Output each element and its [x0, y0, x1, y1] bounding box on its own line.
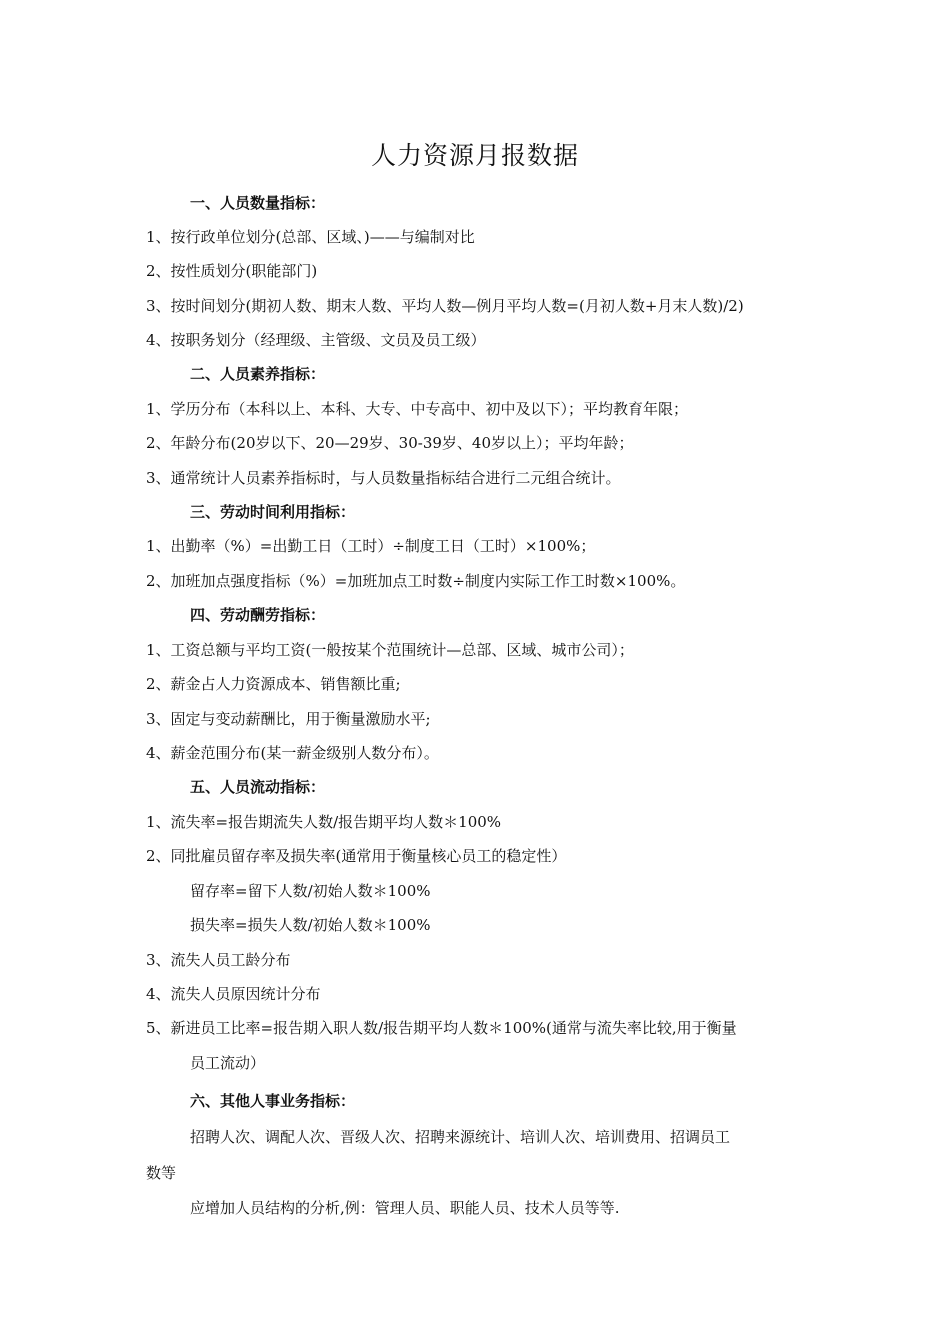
document-title: 人力资源月报数据	[370, 141, 579, 170]
text-line: 员工流动）	[190, 1054, 266, 1072]
text-line: 2、加班加点强度指标（%）=加班加点工时数÷制度内实际工作工时数×100%。	[146, 572, 686, 590]
text-line: 5、新进员工比率=报告期入职人数/报告期平均人数＊100%(通常与流失率比较,用于衡量	[146, 1019, 737, 1037]
text-line: 3、流失人员工龄分布	[146, 951, 291, 969]
text-line: 4、按职务划分（经理级、主管级、文员及员工级）	[146, 331, 486, 349]
text-line: 1、学历分布（本科以上、本科、大专、中专高中、初中及以下）；平均教育年限；	[146, 400, 689, 418]
section-heading-5: 五、人员流动指标：	[190, 778, 326, 796]
text-line: 2、按性质划分(职能部门)	[146, 262, 318, 280]
text-line: 应增加人员结构的分析,例：管理人员、职能人员、技术人员等等.	[190, 1199, 620, 1217]
text-line: 留存率=留下人数/初始人数＊100%	[190, 882, 431, 900]
text-line: 数等	[146, 1164, 177, 1182]
text-line: 4、薪金范围分布(某一薪金级别人数分布）。	[146, 744, 439, 762]
section-heading-3: 三、劳动时间利用指标：	[190, 503, 356, 521]
text-line: 3、通常统计人员素养指标时，与人员数量指标结合进行二元组合统计。	[146, 469, 621, 487]
text-line: 1、出勤率（%）=出勤工日（工时）÷制度工日（工时）×100%；	[146, 537, 596, 555]
section-heading-6: 六、其他人事业务指标：	[190, 1092, 356, 1110]
text-line: 2、薪金占人力资源成本、销售额比重;	[146, 675, 401, 693]
text-line: 1、流失率=报告期流失人数/报告期平均人数＊100%	[146, 813, 502, 831]
section-heading-1: 一、人员数量指标：	[190, 194, 326, 212]
text-line: 1、工资总额与平均工资(一般按某个范围统计—总部、区域、城市公司）；	[146, 641, 634, 659]
text-line: 1、按行政单位划分(总部、区域、)——与编制对比	[146, 228, 475, 246]
text-line: 4、流失人员原因统计分布	[146, 985, 321, 1003]
text-line: 3、固定与变动薪酬比，用于衡量激励水平;	[146, 710, 431, 728]
text-line: 2、同批雇员留存率及损失率(通常用于衡量核心员工的稳定性）	[146, 847, 567, 865]
section-heading-2: 二、人员素养指标：	[190, 365, 326, 383]
text-line: 损失率=损失人数/初始人数＊100%	[190, 916, 431, 934]
section-heading-4: 四、劳动酬劳指标：	[190, 606, 326, 624]
text-line: 3、按时间划分(期初人数、期末人数、平均人数—例月平均人数=(月初人数+月末人数)/2)	[146, 297, 744, 315]
text-line: 招聘人次、调配人次、晋级人次、招聘来源统计、培训人次、培训费用、招调员工	[190, 1128, 731, 1146]
text-line: 2、年龄分布(20岁以下、20—29岁、30-39岁、40岁以上）；平均年龄；	[146, 434, 634, 452]
